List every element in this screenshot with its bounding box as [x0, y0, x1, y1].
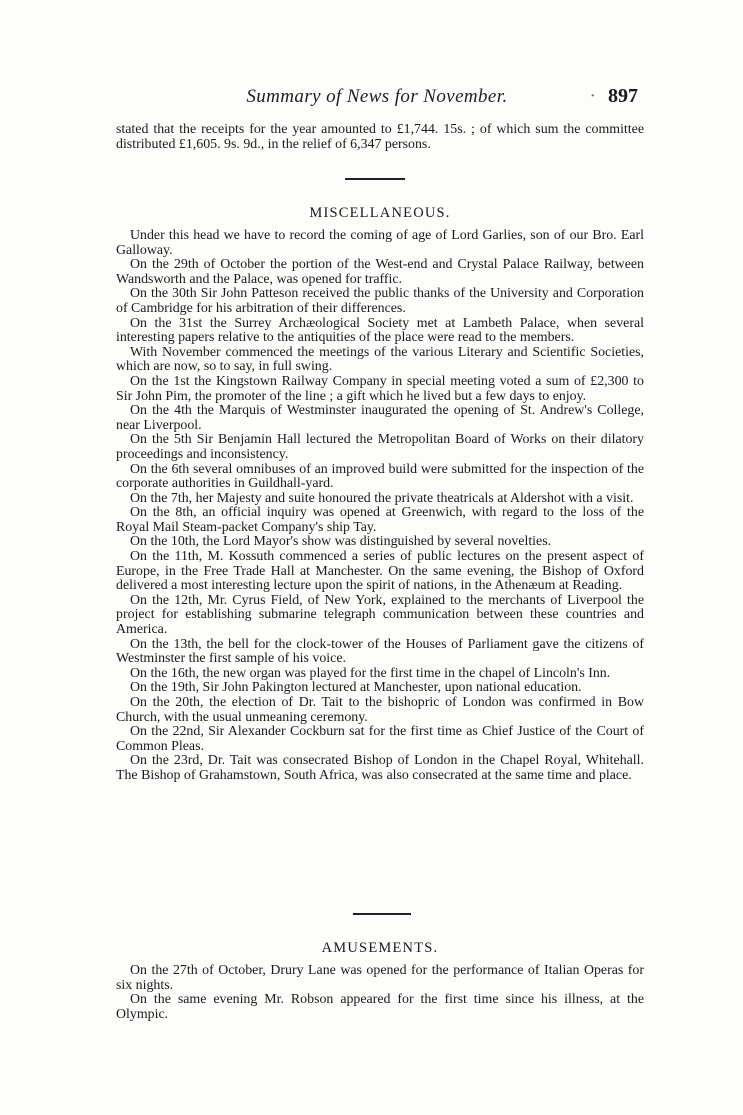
amusements-body	[116, 964, 644, 1022]
page-number: · 897	[589, 85, 638, 108]
paragraph: On the 27th of October, Drury Lane was opened for the performance of Italian Operas for six nights.	[116, 963, 644, 993]
paragraph: On the 12th, Mr. Cyrus Field, of New York, explained to the merchants of Liverpool the project for establishing submarine telegraph communication between these countries and America.	[116, 592, 644, 638]
paragraph: On the 22nd, Sir Alexander Cockburn sat for the first time as Chief Justice of the Court of Common Pleas.	[116, 724, 644, 754]
miscellaneous-body	[116, 229, 644, 784]
amusements-heading: AMUSEMENTS.	[321, 940, 439, 956]
miscellaneous-heading: MISCELLANEOUS.	[309, 205, 451, 221]
paragraph: On the 5th Sir Benjamin Hall lectured the Metropolitan Board of Works on their dilatory proceedings and inconsistency.	[116, 432, 644, 462]
running-head	[116, 86, 638, 110]
paragraph: On the 6th several omnibuses of an improved build were submitted for the inspection of the corporate authorities in Guildhall-yard.	[116, 461, 644, 492]
intro-paragraph: stated that the receipts for the year amounted to £1,744. 15s. ; of which sum the committee distributed £1,605. 9s. 9d., in the relief of 6,347 persons.	[116, 122, 644, 152]
intro-paragraph-block	[116, 123, 644, 152]
paragraph: Under this head we have to record the coming of age of Lord Garlies, son of our Bro. Earl Galloway.	[116, 228, 644, 258]
paragraph: On the 29th of October the portion of the West-end and Crystal Palace Railway, between Wandsworth and the Palace, was opened for traffic.	[116, 257, 644, 287]
paragraph: On the 31st the Surrey Archæological Society met at Lambeth Palace, when several interesting papers relative to the antiquities of the place were read to the members.	[116, 315, 644, 346]
paragraph: On the 19th, Sir John Pakington lectured at Manchester, upon national education.	[130, 680, 582, 696]
paragraph: On the 7th, her Majesty and suite honoured the private theatricals at Aldershot with a visit.	[130, 490, 634, 506]
paragraph: On the 1st the Kingstown Railway Company in special meeting voted a sum of £2,300 to Sir John Pim, the promoter of the line ; a gift which he lived but a few days to enjoy.	[116, 373, 644, 404]
paragraph: On the 4th the Marquis of Westminster inaugurated the opening of St. Andrew's College, near Liverpool.	[116, 403, 644, 433]
paragraph: On the same evening Mr. Robson appeared for the first time since his illness, at the Olympic.	[116, 992, 644, 1022]
section-divider	[345, 178, 405, 180]
section-divider	[353, 913, 411, 915]
paragraph: On the 8th, an official inquiry was opened at Greenwich, with regard to the loss of the Royal Mail Steam-packet Company's ship Tay.	[116, 505, 644, 535]
paragraph: On the 11th, M. Kossuth commenced a series of public lectures on the present aspect of Europe, in the Free Trade Hall at Manchester. On the same evening, the Bishop of Oxford delivered a most interesting lecture upon the spirit of nations, in the Athenæum at Reading.	[116, 549, 644, 594]
paragraph: On the 16th, the new organ was played for the first time in the chapel of Lincoln's Inn.	[130, 665, 611, 681]
paragraph: On the 13th, the bell for the clock-tower of the Houses of Parliament gave the citizens of Westminster the first sample of his voice.	[116, 636, 644, 667]
paragraph: On the 10th, the Lord Mayor's show was distinguished by several novelties.	[130, 534, 552, 550]
running-title: Summary of News for November.	[246, 86, 508, 107]
paragraph: On the 23rd, Dr. Tait was consecrated Bishop of London in the Chapel Royal, Whitehall. The Bishop of Grahamstown, South Africa, was also consecrated at the same time and place.	[116, 753, 644, 783]
paragraph: On the 30th Sir John Patteson received the public thanks of the University and Corporation of Cambridge for his arbitration of their differences.	[116, 286, 644, 316]
paragraph: With November commenced the meetings of the various Literary and Scientific Societies, which are now, so to say, in full swing.	[116, 344, 644, 375]
paragraph: On the 20th, the election of Dr. Tait to the bishopric of London was confirmed in Bow Church, with the usual unmeaning ceremony.	[116, 695, 644, 725]
